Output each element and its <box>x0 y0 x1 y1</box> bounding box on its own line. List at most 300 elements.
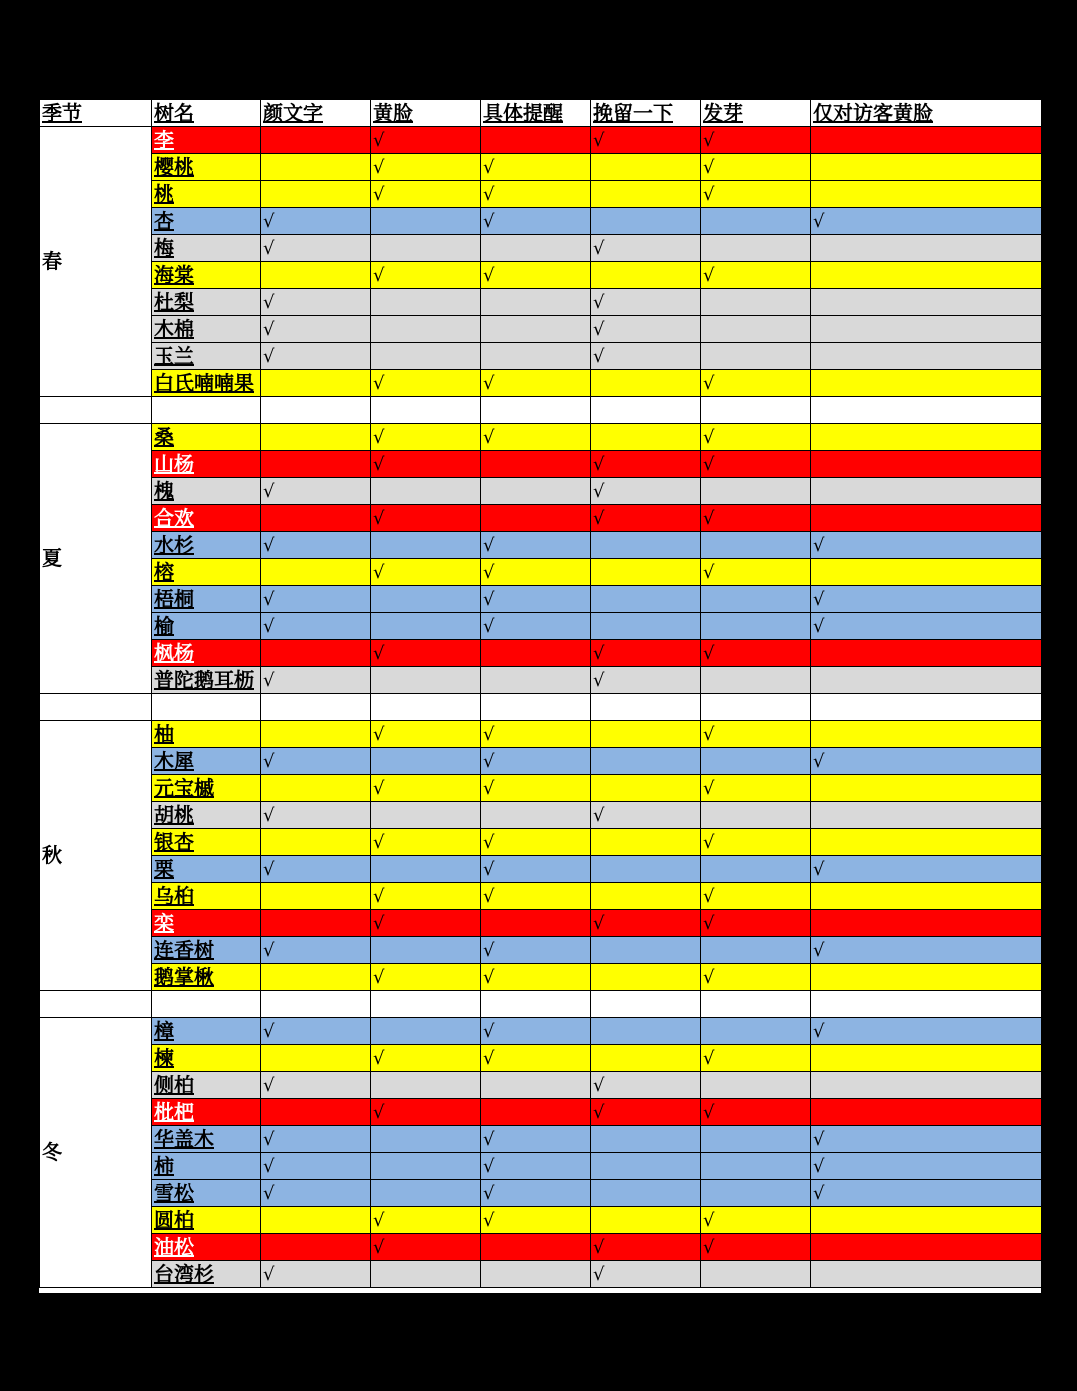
check-mark-cell[interactable]: √ <box>591 640 701 667</box>
header-yellow-face[interactable]: 黄脸 <box>371 100 481 127</box>
check-mark-cell[interactable]: √ <box>481 181 591 208</box>
empty-cell[interactable] <box>591 1180 701 1207</box>
tree-name-cell[interactable]: 杏 <box>152 208 261 235</box>
empty-cell[interactable] <box>701 1180 811 1207</box>
tree-name-cell[interactable]: 樟 <box>152 1018 261 1045</box>
check-mark-cell[interactable]: √ <box>481 775 591 802</box>
tree-name-cell[interactable]: 樱桃 <box>152 154 261 181</box>
empty-cell[interactable] <box>371 856 481 883</box>
tree-name-cell[interactable]: 栾 <box>152 910 261 937</box>
check-mark-cell[interactable]: √ <box>701 1207 811 1234</box>
empty-cell[interactable] <box>481 640 591 667</box>
empty-cell[interactable] <box>701 316 811 343</box>
empty-cell[interactable] <box>261 370 371 397</box>
empty-cell[interactable] <box>481 127 591 154</box>
empty-cell[interactable] <box>591 262 701 289</box>
empty-cell[interactable] <box>701 1126 811 1153</box>
empty-cell[interactable] <box>152 694 261 721</box>
empty-cell[interactable] <box>371 289 481 316</box>
empty-cell[interactable] <box>811 829 1042 856</box>
check-mark-cell[interactable]: √ <box>371 1207 481 1234</box>
empty-cell[interactable] <box>591 883 701 910</box>
empty-cell[interactable] <box>591 775 701 802</box>
empty-cell[interactable] <box>371 586 481 613</box>
empty-cell[interactable] <box>40 991 152 1018</box>
tree-name-cell[interactable]: 胡桃 <box>152 802 261 829</box>
check-mark-cell[interactable]: √ <box>261 289 371 316</box>
check-mark-cell[interactable]: √ <box>261 586 371 613</box>
tree-name-cell[interactable]: 海棠 <box>152 262 261 289</box>
empty-cell[interactable] <box>371 1018 481 1045</box>
check-mark-cell[interactable]: √ <box>811 856 1042 883</box>
empty-cell[interactable] <box>701 478 811 505</box>
empty-cell[interactable] <box>591 856 701 883</box>
check-mark-cell[interactable]: √ <box>481 856 591 883</box>
empty-cell[interactable] <box>591 613 701 640</box>
tree-name-cell[interactable]: 榆 <box>152 613 261 640</box>
tree-name-cell[interactable]: 杜梨 <box>152 289 261 316</box>
empty-cell[interactable] <box>701 586 811 613</box>
check-mark-cell[interactable]: √ <box>261 856 371 883</box>
empty-cell[interactable] <box>811 667 1042 694</box>
check-mark-cell[interactable]: √ <box>701 127 811 154</box>
check-mark-cell[interactable]: √ <box>701 883 811 910</box>
check-mark-cell[interactable]: √ <box>811 1018 1042 1045</box>
check-mark-cell[interactable]: √ <box>591 802 701 829</box>
empty-cell[interactable] <box>261 262 371 289</box>
check-mark-cell[interactable]: √ <box>481 883 591 910</box>
check-mark-cell[interactable]: √ <box>481 154 591 181</box>
empty-cell[interactable] <box>811 964 1042 991</box>
empty-cell[interactable] <box>811 1234 1042 1261</box>
check-mark-cell[interactable]: √ <box>261 802 371 829</box>
empty-cell[interactable] <box>481 991 591 1018</box>
empty-cell[interactable] <box>811 127 1042 154</box>
tree-name-cell[interactable]: 梅 <box>152 235 261 262</box>
empty-cell[interactable] <box>591 154 701 181</box>
check-mark-cell[interactable]: √ <box>371 154 481 181</box>
check-mark-cell[interactable]: √ <box>371 559 481 586</box>
empty-cell[interactable] <box>701 802 811 829</box>
empty-cell[interactable] <box>701 289 811 316</box>
check-mark-cell[interactable]: √ <box>371 1099 481 1126</box>
check-mark-cell[interactable]: √ <box>371 721 481 748</box>
tree-name-cell[interactable]: 梧桐 <box>152 586 261 613</box>
tree-name-cell[interactable]: 普陀鹅耳枥 <box>152 667 261 694</box>
check-mark-cell[interactable]: √ <box>481 370 591 397</box>
empty-cell[interactable] <box>811 775 1042 802</box>
empty-cell[interactable] <box>811 721 1042 748</box>
empty-cell[interactable] <box>701 208 811 235</box>
check-mark-cell[interactable]: √ <box>811 532 1042 559</box>
tree-name-cell[interactable]: 木犀 <box>152 748 261 775</box>
empty-cell[interactable] <box>811 478 1042 505</box>
tree-name-cell[interactable]: 槐 <box>152 478 261 505</box>
tree-name-cell[interactable]: 榕 <box>152 559 261 586</box>
empty-cell[interactable] <box>261 451 371 478</box>
check-mark-cell[interactable]: √ <box>701 505 811 532</box>
check-mark-cell[interactable]: √ <box>481 748 591 775</box>
empty-cell[interactable] <box>591 748 701 775</box>
empty-cell[interactable] <box>371 343 481 370</box>
check-mark-cell[interactable]: √ <box>591 343 701 370</box>
empty-cell[interactable] <box>371 397 481 424</box>
empty-cell[interactable] <box>371 316 481 343</box>
check-mark-cell[interactable]: √ <box>261 235 371 262</box>
check-mark-cell[interactable]: √ <box>591 235 701 262</box>
check-mark-cell[interactable]: √ <box>591 451 701 478</box>
empty-cell[interactable] <box>811 370 1042 397</box>
empty-cell[interactable] <box>371 208 481 235</box>
empty-cell[interactable] <box>591 991 701 1018</box>
empty-cell[interactable] <box>481 1234 591 1261</box>
check-mark-cell[interactable]: √ <box>261 937 371 964</box>
empty-cell[interactable] <box>481 451 591 478</box>
empty-cell[interactable] <box>701 856 811 883</box>
empty-cell[interactable] <box>591 424 701 451</box>
check-mark-cell[interactable]: √ <box>371 262 481 289</box>
check-mark-cell[interactable]: √ <box>481 1207 591 1234</box>
empty-cell[interactable] <box>261 829 371 856</box>
empty-cell[interactable] <box>261 775 371 802</box>
empty-cell[interactable] <box>811 1072 1042 1099</box>
check-mark-cell[interactable]: √ <box>261 667 371 694</box>
tree-name-cell[interactable]: 柿 <box>152 1153 261 1180</box>
empty-cell[interactable] <box>591 370 701 397</box>
empty-cell[interactable] <box>261 910 371 937</box>
check-mark-cell[interactable]: √ <box>481 586 591 613</box>
tree-name-cell[interactable]: 枇杷 <box>152 1099 261 1126</box>
empty-cell[interactable] <box>481 397 591 424</box>
check-mark-cell[interactable]: √ <box>481 613 591 640</box>
empty-cell[interactable] <box>811 910 1042 937</box>
tree-name-cell[interactable]: 台湾杉 <box>152 1261 261 1288</box>
empty-cell[interactable] <box>811 559 1042 586</box>
empty-cell[interactable] <box>591 1153 701 1180</box>
empty-cell[interactable] <box>481 316 591 343</box>
check-mark-cell[interactable]: √ <box>371 451 481 478</box>
tree-name-cell[interactable]: 鹅掌楸 <box>152 964 261 991</box>
tree-name-cell[interactable]: 雪松 <box>152 1180 261 1207</box>
empty-cell[interactable] <box>261 397 371 424</box>
check-mark-cell[interactable]: √ <box>591 478 701 505</box>
tree-name-cell[interactable]: 乌桕 <box>152 883 261 910</box>
empty-cell[interactable] <box>591 559 701 586</box>
empty-cell[interactable] <box>701 937 811 964</box>
check-mark-cell[interactable]: √ <box>371 370 481 397</box>
check-mark-cell[interactable]: √ <box>261 1126 371 1153</box>
empty-cell[interactable] <box>261 154 371 181</box>
check-mark-cell[interactable]: √ <box>371 910 481 937</box>
check-mark-cell[interactable]: √ <box>371 181 481 208</box>
empty-cell[interactable] <box>371 802 481 829</box>
empty-cell[interactable] <box>811 694 1042 721</box>
check-mark-cell[interactable]: √ <box>481 1180 591 1207</box>
empty-cell[interactable] <box>481 235 591 262</box>
check-mark-cell[interactable]: √ <box>481 1126 591 1153</box>
empty-cell[interactable] <box>591 532 701 559</box>
empty-cell[interactable] <box>701 694 811 721</box>
empty-cell[interactable] <box>701 748 811 775</box>
check-mark-cell[interactable]: √ <box>811 937 1042 964</box>
empty-cell[interactable] <box>591 1018 701 1045</box>
check-mark-cell[interactable]: √ <box>701 964 811 991</box>
check-mark-cell[interactable]: √ <box>701 451 811 478</box>
empty-cell[interactable] <box>261 1099 371 1126</box>
check-mark-cell[interactable]: √ <box>701 1234 811 1261</box>
check-mark-cell[interactable]: √ <box>261 1261 371 1288</box>
check-mark-cell[interactable]: √ <box>371 829 481 856</box>
empty-cell[interactable] <box>811 1045 1042 1072</box>
empty-cell[interactable] <box>371 1261 481 1288</box>
header-specific-reminder[interactable]: 具体提醒 <box>481 100 591 127</box>
check-mark-cell[interactable]: √ <box>371 424 481 451</box>
check-mark-cell[interactable]: √ <box>811 1153 1042 1180</box>
tree-name-cell[interactable]: 圆柏 <box>152 1207 261 1234</box>
empty-cell[interactable] <box>811 451 1042 478</box>
empty-cell[interactable] <box>481 505 591 532</box>
check-mark-cell[interactable]: √ <box>261 748 371 775</box>
empty-cell[interactable] <box>701 1261 811 1288</box>
empty-cell[interactable] <box>371 532 481 559</box>
empty-cell[interactable] <box>261 181 371 208</box>
tree-name-cell[interactable]: 桑 <box>152 424 261 451</box>
empty-cell[interactable] <box>40 397 152 424</box>
empty-cell[interactable] <box>261 1234 371 1261</box>
empty-cell[interactable] <box>811 1207 1042 1234</box>
check-mark-cell[interactable]: √ <box>591 910 701 937</box>
check-mark-cell[interactable]: √ <box>591 1072 701 1099</box>
empty-cell[interactable] <box>481 802 591 829</box>
empty-cell[interactable] <box>811 181 1042 208</box>
empty-cell[interactable] <box>481 694 591 721</box>
season-cell[interactable]: 春 <box>40 127 152 397</box>
empty-cell[interactable] <box>261 127 371 154</box>
check-mark-cell[interactable]: √ <box>591 505 701 532</box>
tree-name-cell[interactable]: 李 <box>152 127 261 154</box>
empty-cell[interactable] <box>811 424 1042 451</box>
empty-cell[interactable] <box>811 154 1042 181</box>
check-mark-cell[interactable]: √ <box>701 370 811 397</box>
empty-cell[interactable] <box>261 1045 371 1072</box>
empty-cell[interactable] <box>591 721 701 748</box>
empty-cell[interactable] <box>371 235 481 262</box>
empty-cell[interactable] <box>261 964 371 991</box>
header-sprout[interactable]: 发芽 <box>701 100 811 127</box>
empty-cell[interactable] <box>811 991 1042 1018</box>
empty-cell[interactable] <box>591 1207 701 1234</box>
check-mark-cell[interactable]: √ <box>261 1018 371 1045</box>
check-mark-cell[interactable]: √ <box>261 316 371 343</box>
empty-cell[interactable] <box>371 694 481 721</box>
check-mark-cell[interactable]: √ <box>261 1180 371 1207</box>
check-mark-cell[interactable]: √ <box>371 505 481 532</box>
empty-cell[interactable] <box>591 964 701 991</box>
empty-cell[interactable] <box>261 991 371 1018</box>
check-mark-cell[interactable]: √ <box>591 667 701 694</box>
empty-cell[interactable] <box>261 1207 371 1234</box>
empty-cell[interactable] <box>591 829 701 856</box>
season-cell[interactable]: 冬 <box>40 1018 152 1288</box>
tree-name-cell[interactable]: 柚 <box>152 721 261 748</box>
tree-name-cell[interactable]: 合欢 <box>152 505 261 532</box>
empty-cell[interactable] <box>261 505 371 532</box>
tree-name-cell[interactable]: 油松 <box>152 1234 261 1261</box>
check-mark-cell[interactable]: √ <box>371 127 481 154</box>
check-mark-cell[interactable]: √ <box>371 964 481 991</box>
empty-cell[interactable] <box>591 937 701 964</box>
check-mark-cell[interactable]: √ <box>261 532 371 559</box>
check-mark-cell[interactable]: √ <box>701 154 811 181</box>
check-mark-cell[interactable]: √ <box>481 208 591 235</box>
empty-cell[interactable] <box>371 1180 481 1207</box>
check-mark-cell[interactable]: √ <box>261 478 371 505</box>
tree-name-cell[interactable]: 栗 <box>152 856 261 883</box>
check-mark-cell[interactable]: √ <box>701 721 811 748</box>
empty-cell[interactable] <box>261 721 371 748</box>
empty-cell[interactable] <box>701 613 811 640</box>
empty-cell[interactable] <box>701 1018 811 1045</box>
check-mark-cell[interactable]: √ <box>701 181 811 208</box>
empty-cell[interactable] <box>811 802 1042 829</box>
check-mark-cell[interactable]: √ <box>481 1045 591 1072</box>
tree-name-cell[interactable]: 元宝槭 <box>152 775 261 802</box>
empty-cell[interactable] <box>371 937 481 964</box>
empty-cell[interactable] <box>152 991 261 1018</box>
empty-cell[interactable] <box>701 532 811 559</box>
tree-name-cell[interactable]: 桃 <box>152 181 261 208</box>
empty-cell[interactable] <box>481 478 591 505</box>
empty-cell[interactable] <box>371 613 481 640</box>
empty-cell[interactable] <box>371 991 481 1018</box>
check-mark-cell[interactable]: √ <box>481 532 591 559</box>
empty-cell[interactable] <box>811 397 1042 424</box>
check-mark-cell[interactable]: √ <box>701 775 811 802</box>
empty-cell[interactable] <box>701 991 811 1018</box>
tree-name-cell[interactable]: 玉兰 <box>152 343 261 370</box>
empty-cell[interactable] <box>371 478 481 505</box>
check-mark-cell[interactable]: √ <box>591 127 701 154</box>
empty-cell[interactable] <box>591 1045 701 1072</box>
check-mark-cell[interactable]: √ <box>371 883 481 910</box>
empty-cell[interactable] <box>811 1261 1042 1288</box>
empty-cell[interactable] <box>591 586 701 613</box>
season-cell[interactable]: 夏 <box>40 424 152 694</box>
check-mark-cell[interactable]: √ <box>371 1234 481 1261</box>
empty-cell[interactable] <box>811 343 1042 370</box>
check-mark-cell[interactable]: √ <box>261 343 371 370</box>
empty-cell[interactable] <box>481 910 591 937</box>
header-season[interactable]: 季节 <box>40 100 152 127</box>
tree-name-cell[interactable]: 枫杨 <box>152 640 261 667</box>
tree-name-cell[interactable]: 银杏 <box>152 829 261 856</box>
empty-cell[interactable] <box>811 289 1042 316</box>
empty-cell[interactable] <box>371 748 481 775</box>
empty-cell[interactable] <box>811 1099 1042 1126</box>
check-mark-cell[interactable]: √ <box>591 289 701 316</box>
check-mark-cell[interactable]: √ <box>261 1153 371 1180</box>
check-mark-cell[interactable]: √ <box>591 1261 701 1288</box>
empty-cell[interactable] <box>701 397 811 424</box>
check-mark-cell[interactable]: √ <box>481 262 591 289</box>
empty-cell[interactable] <box>811 262 1042 289</box>
empty-cell[interactable] <box>591 694 701 721</box>
tree-name-cell[interactable]: 木棉 <box>152 316 261 343</box>
check-mark-cell[interactable]: √ <box>371 1045 481 1072</box>
check-mark-cell[interactable]: √ <box>481 424 591 451</box>
empty-cell[interactable] <box>261 883 371 910</box>
empty-cell[interactable] <box>261 640 371 667</box>
check-mark-cell[interactable]: √ <box>261 208 371 235</box>
tree-name-cell[interactable]: 连香树 <box>152 937 261 964</box>
check-mark-cell[interactable]: √ <box>261 1072 371 1099</box>
tree-name-cell[interactable]: 白氏喃喃果 <box>152 370 261 397</box>
header-retain[interactable]: 挽留一下 <box>591 100 701 127</box>
tree-name-cell[interactable]: 山杨 <box>152 451 261 478</box>
check-mark-cell[interactable]: √ <box>701 1045 811 1072</box>
check-mark-cell[interactable]: √ <box>591 316 701 343</box>
check-mark-cell[interactable]: √ <box>701 1099 811 1126</box>
empty-cell[interactable] <box>40 694 152 721</box>
empty-cell[interactable] <box>481 1099 591 1126</box>
tree-name-cell[interactable]: 楝 <box>152 1045 261 1072</box>
check-mark-cell[interactable]: √ <box>371 775 481 802</box>
check-mark-cell[interactable]: √ <box>481 721 591 748</box>
empty-cell[interactable] <box>481 1261 591 1288</box>
check-mark-cell[interactable]: √ <box>811 613 1042 640</box>
check-mark-cell[interactable]: √ <box>701 559 811 586</box>
empty-cell[interactable] <box>371 1153 481 1180</box>
empty-cell[interactable] <box>591 208 701 235</box>
empty-cell[interactable] <box>701 1072 811 1099</box>
empty-cell[interactable] <box>481 667 591 694</box>
check-mark-cell[interactable]: √ <box>811 1180 1042 1207</box>
empty-cell[interactable] <box>811 883 1042 910</box>
header-visitor-yellow-face[interactable]: 仅对访客黄脸 <box>811 100 1042 127</box>
check-mark-cell[interactable]: √ <box>701 910 811 937</box>
check-mark-cell[interactable]: √ <box>811 748 1042 775</box>
check-mark-cell[interactable]: √ <box>701 640 811 667</box>
check-mark-cell[interactable]: √ <box>811 586 1042 613</box>
empty-cell[interactable] <box>481 289 591 316</box>
check-mark-cell[interactable]: √ <box>591 1099 701 1126</box>
empty-cell[interactable] <box>152 397 261 424</box>
empty-cell[interactable] <box>481 343 591 370</box>
empty-cell[interactable] <box>371 667 481 694</box>
check-mark-cell[interactable]: √ <box>701 829 811 856</box>
empty-cell[interactable] <box>701 1153 811 1180</box>
empty-cell[interactable] <box>591 397 701 424</box>
check-mark-cell[interactable]: √ <box>701 424 811 451</box>
season-cell[interactable]: 秋 <box>40 721 152 991</box>
check-mark-cell[interactable]: √ <box>701 262 811 289</box>
empty-cell[interactable] <box>811 316 1042 343</box>
check-mark-cell[interactable]: √ <box>811 208 1042 235</box>
tree-name-cell[interactable]: 华盖木 <box>152 1126 261 1153</box>
header-emoticon[interactable]: 颜文字 <box>261 100 371 127</box>
check-mark-cell[interactable]: √ <box>481 1018 591 1045</box>
check-mark-cell[interactable]: √ <box>481 964 591 991</box>
empty-cell[interactable] <box>701 667 811 694</box>
empty-cell[interactable] <box>261 424 371 451</box>
check-mark-cell[interactable]: √ <box>811 1126 1042 1153</box>
check-mark-cell[interactable]: √ <box>261 613 371 640</box>
empty-cell[interactable] <box>261 559 371 586</box>
header-tree-name[interactable]: 树名 <box>152 100 261 127</box>
check-mark-cell[interactable]: √ <box>481 829 591 856</box>
empty-cell[interactable] <box>371 1126 481 1153</box>
check-mark-cell[interactable]: √ <box>481 559 591 586</box>
